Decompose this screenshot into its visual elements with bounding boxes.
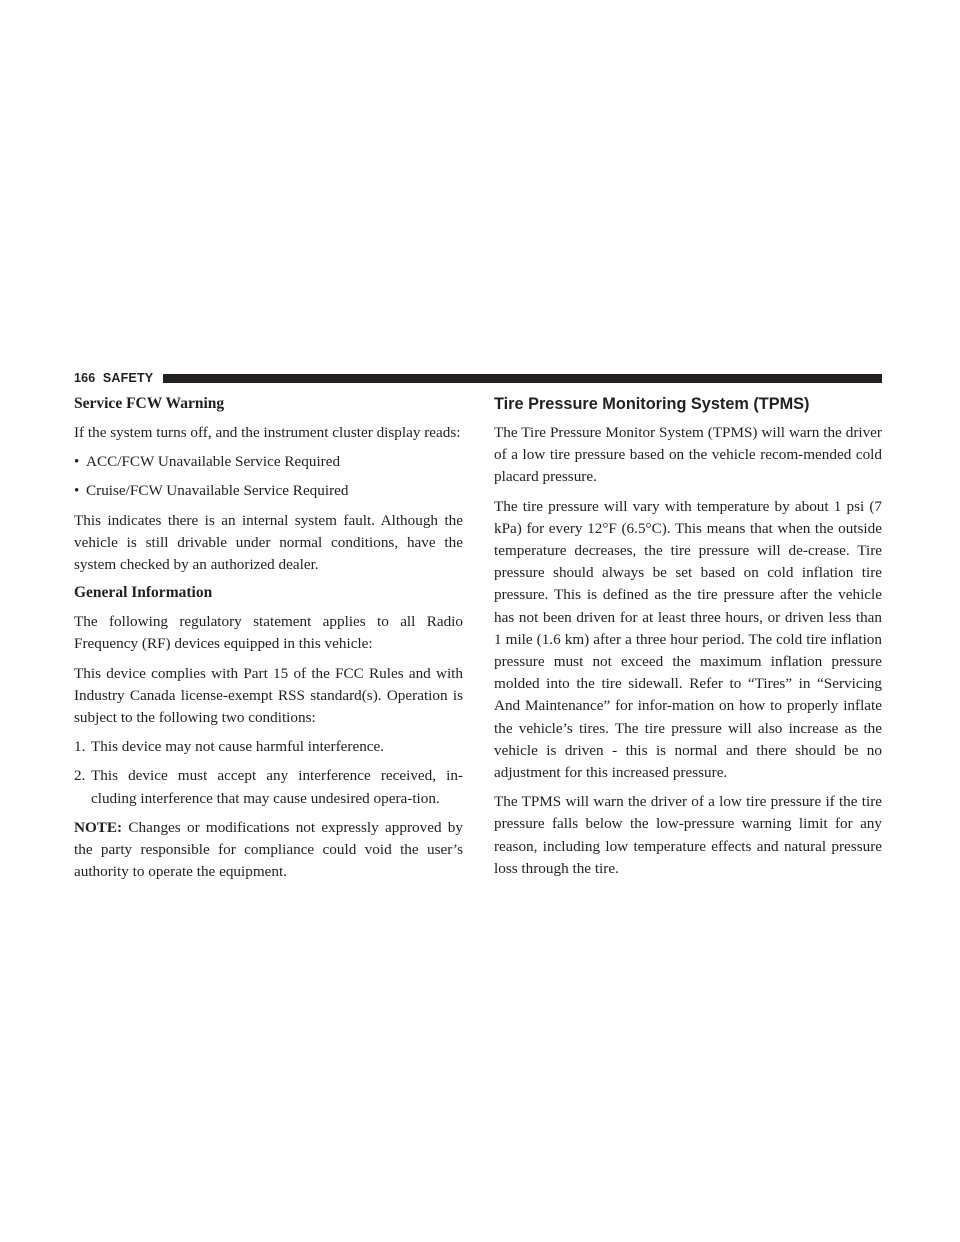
bullet-icon: • xyxy=(74,453,80,471)
page-number: 166 xyxy=(74,371,96,385)
paragraph-general-1: The following regulatory statement applies to all Radio Frequency (RF) devices equipped in this vehicle: xyxy=(74,613,463,653)
heading-tpms: Tire Pressure Monitoring System (TPMS) xyxy=(494,395,810,413)
page-header xyxy=(74,370,882,386)
item-text: This device may not cause harmful interference. xyxy=(91,738,385,756)
list-item-text: ACC/FCW Unavailable Service Required xyxy=(86,453,341,471)
bullet-icon: • xyxy=(74,482,80,500)
note-text: Changes or modifications not expressly approved by the party responsible for compliance could void the user’s authority to operate the equipment. xyxy=(74,818,463,881)
item-number: 1. xyxy=(74,738,86,756)
section-title: SAFETY xyxy=(102,371,154,385)
numbered-item xyxy=(74,765,463,809)
note-label: NOTE: xyxy=(74,818,123,836)
item-number: 2. xyxy=(74,767,86,785)
heading-service-fcw-warning: Service FCW Warning xyxy=(74,395,225,412)
paragraph-tpms-2: The tire pressure will vary with temperature by about 1 psi (7 kPa) for every 12°F (6.5°C). This means that when the outside temperature decreases, the tire pressure will de-crease. Tire pressure should always be set based on cold inflation tire pressure. This is defined as the tire pressure after the vehicle has not been driven for at least three hours, or driven less than 1 mile (1.6 km) after a three hour period. The cold tire inflation pressure must not exceed the maximum inflation pressure molded into the tire sidewall. Refer to “Tires” in “Servicing And Maintenance” for infor-mation on how to properly inflate the vehicle’s tires. The tire pressure will also increase as the vehicle is driven - this is normal and there should be no adjustment for this increased pressure. xyxy=(494,497,882,782)
paragraph-service-intro: If the system turns off, and the instrument cluster display reads: xyxy=(74,424,461,441)
left-column xyxy=(74,394,463,890)
heading-general-information: General Information xyxy=(74,584,213,602)
paragraph-tpms-1: The Tire Pressure Monitor System (TPMS) will warn the driver of a low tire pressure based on the vehicle recom-mended cold placard pressure. xyxy=(494,424,882,486)
numbered-item xyxy=(74,736,463,758)
paragraph-fault: This indicates there is an internal system fault. Although the vehicle is still drivable under normal conditions, have the system checked by an authorized dealer. xyxy=(74,511,463,574)
note-paragraph xyxy=(74,817,463,884)
paragraph-tpms-3: The TPMS will warn the driver of a low tire pressure if the tire pressure falls below the low-pressure warning limit for any reason, including low temperature effects and natural pressure loss through the tire. xyxy=(494,793,882,877)
list-item xyxy=(74,451,463,473)
paragraph-general-2: This device complies with Part 15 of the FCC Rules and with Industry Canada license-exempt RSS standard(s). Operation is subject to the following two conditions: xyxy=(74,664,463,727)
right-column xyxy=(494,394,882,887)
list-item-text: Cruise/FCW Unavailable Service Required xyxy=(86,482,349,500)
page-header-label xyxy=(74,371,153,385)
header-rule xyxy=(163,374,882,383)
item-text: This device must accept any interference received, in-cluding interference that may cause undesired opera-tion. xyxy=(91,767,463,807)
list-item xyxy=(74,480,463,502)
